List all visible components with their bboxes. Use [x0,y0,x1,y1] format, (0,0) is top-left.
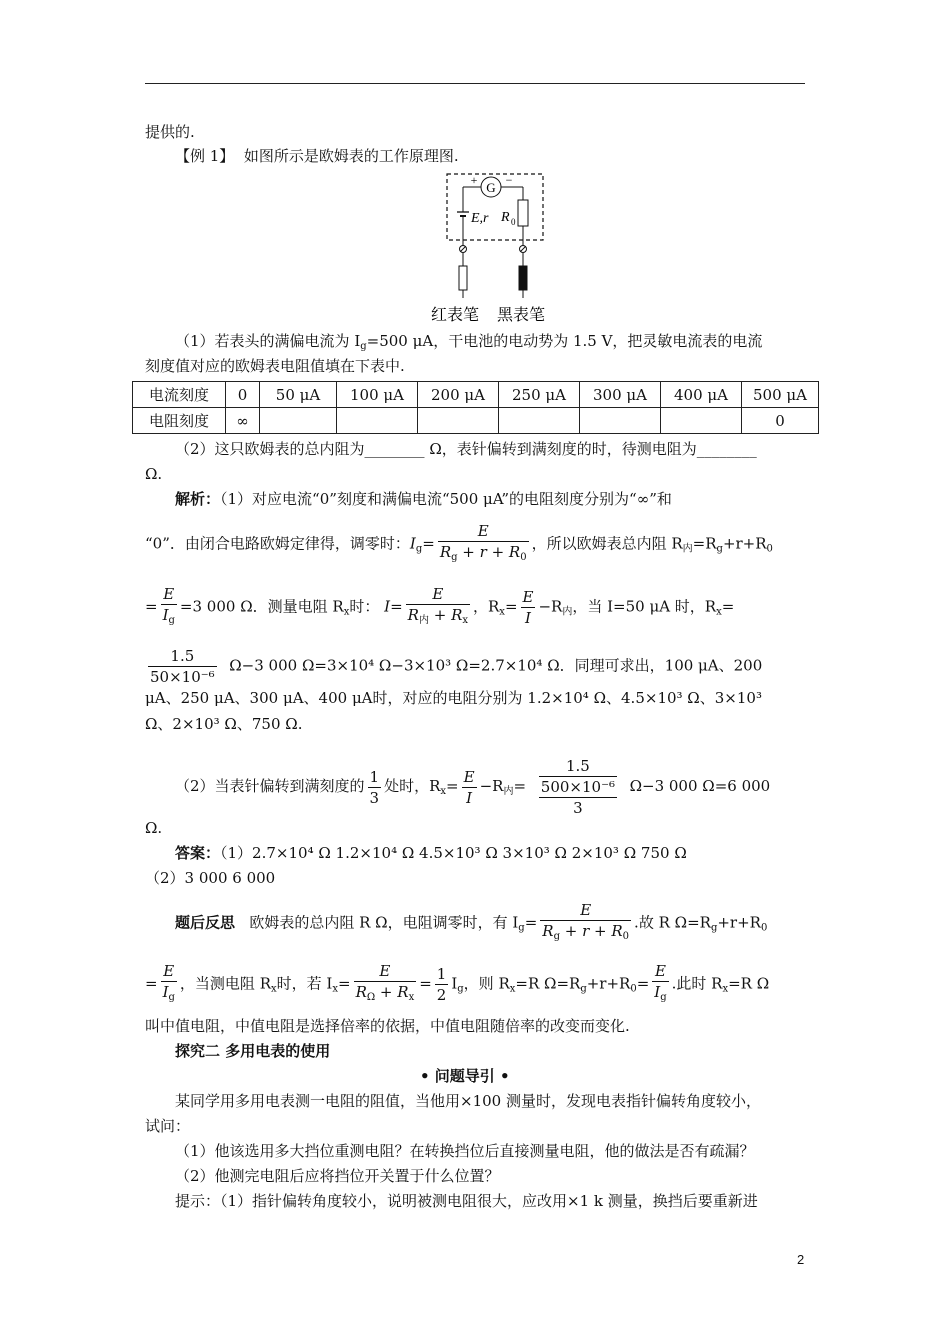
ohmmeter-circuit-diagram [425,170,565,330]
solution-part2: （2）当表针偏转到满刻度的 $\frac{1}{3}$ 处时，$R_x=$ $\frac{E}{I}$ $-R_内=$ 1.5 500×10⁻⁶ 3 Ω−3 000 Ω=6 000 [175,757,771,817]
table-cell: 0 [742,408,819,434]
intro-tail: 提供的. [145,123,195,141]
minus-sign: − [505,173,513,187]
resistor-r0 [518,200,528,226]
q2-line1: （2）这只欧姆表的总内阻为________ Ω，表针偏转到满刻度的时，待测电阻为________ [175,440,757,458]
reflection-line2: = $\frac{E}{I_g}$ ，当测电阻 $R_x$时，若 $I_x=$ $\frac{E}{R_\Omega + R_x}$ = $\frac{1}{2}$ $I_g$，则 $R_x=R$ $\Omega=R_g+r+R_0=$ $\frac{E}{I_g}$ .此时 $R_x=R$ Ω [145,961,769,1008]
plus-sign: + [470,173,478,187]
table-cell: 200 μA [418,382,499,408]
table-cell: 50 μA [260,382,337,408]
solution-line3: = $\frac{E}{I_g}$ =3 000 Ω．测量电阻 $R_x$时： I= $\frac{E}{R_内 + R_x}$ ，$R_x=$ $\frac{E}{I}$ $-R_内$，当 I=50 μA 时，$R_x=$ [145,584,734,631]
example-line [175,146,459,166]
problem-line5: 提示：（1）指针偏转角度较小，说明被测电阻很大，应改用×1 k 测量，换挡后要重新进 [175,1192,758,1210]
table-cell: ∞ [226,408,260,434]
header-rule [145,83,805,84]
table-cell [580,408,661,434]
table-cell [337,408,418,434]
solution-line2: “0”．由闭合电路欧姆定律得，调零时：$I_g=$ $\frac{E}{R_g + r + R_0}$ ，所以欧姆表总内阻 $R_内=R_g+r+R_0$ [145,521,773,568]
black-probe-label: 黑表笔 [497,307,546,324]
solution-line5: μA、250 μA、300 μA、400 μA时，对应的电阻分别为 1.2×10⁴ Ω、4.5×10³ Ω、3×10³ [145,689,762,707]
q2-line2: Ω. [145,465,163,483]
problem-line3: （1）他该选用多大挡位重测电阻？在转换挡位后直接测量电阻，他的做法是否有疏漏？ [175,1142,755,1160]
solution-line4: $\frac{1.5}{\text{50×10⁻⁶}}$ Ω−3 000 Ω=3×10⁴ Ω−3×10³ Ω=2.7×10⁴ Ω．同理可求出，100 μA、200 [150,647,763,686]
problem-line4: （2）他测完电阻后应将挡位开关置于什么位置？ [175,1167,500,1185]
table-cell: 100 μA [337,382,418,408]
table-cell: 电流刻度 [133,382,226,408]
guide-heading: • 问题导引 • [420,1067,510,1085]
solution-label: 解析： [175,490,221,508]
table-row [133,382,819,408]
problem-line2: 试问： [145,1117,191,1135]
table-cell [260,408,337,434]
table-row [133,408,819,434]
table-cell [418,408,499,434]
solution-line1: 解析：（1）对应电流“0”刻度和满偏电流“500 μA”的电阻刻度分别为“∞”和 [175,490,672,508]
reflection-line3: 叫中值电阻，中值电阻是选择倍率的依据，中值电阻随倍率的改变而变化. [145,1017,630,1035]
answer-label: 答案： [175,844,221,862]
table-cell: 400 μA [661,382,742,408]
table-cell [661,408,742,434]
answer-line1: 答案：（1）2.7×10⁴ Ω 1.2×10⁴ Ω 4.5×10³ Ω 3×10³ Ω 2×10³ Ω 750 Ω [175,844,687,862]
problem-line1: 某同学用多用电表测一电阻的阻值，当他用×100 测量时，发现电表指针偏转角度较小， [175,1092,761,1110]
reflection-line1: 题后反思 欧姆表的总内阻 R Ω，电阻调零时，有 $I_g=$ $\frac{E}{R_g + r + R_0}$ .故 R $\Omega=R_g+r+R_0$ [175,900,767,947]
table-cell: 300 μA [580,382,661,408]
reflection-label: 题后反思 [175,913,236,932]
page-number: 2 [797,1252,805,1267]
table-cell: 电阻刻度 [133,408,226,434]
red-probe-label: 红表笔 [431,307,480,324]
table-cell: 500 μA [742,382,819,408]
solution-line6: Ω、2×10³ Ω、750 Ω. [145,715,303,733]
q1-line2: 刻度值对应的欧姆表电阻值填在下表中. [145,357,405,375]
example-text: 如图所示是欧姆表的工作原理图. [243,147,459,165]
red-probe [459,266,467,290]
scale-table [132,381,819,434]
galvanometer-label: G [486,180,496,195]
resistor-label: R [501,210,510,225]
section-title: 探究二 多用电表的使用 [175,1042,331,1060]
q1-line1: （1）若表头的满偏电流为 $I_g=500$ μA，干电池的电动势为 1.5 V，把灵敏电流表的电流 [175,332,763,352]
solution-part2-end: Ω. [145,819,163,837]
resistor-subscript: 0 [511,217,516,227]
table-cell: 0 [226,382,260,408]
example-label: 【例 1】 [175,147,235,165]
table-cell: 250 μA [499,382,580,408]
table-cell [499,408,580,434]
source-label: E,r [471,211,489,226]
black-probe [519,266,527,290]
answer-line2: （2）3 000 6 000 [145,869,276,887]
